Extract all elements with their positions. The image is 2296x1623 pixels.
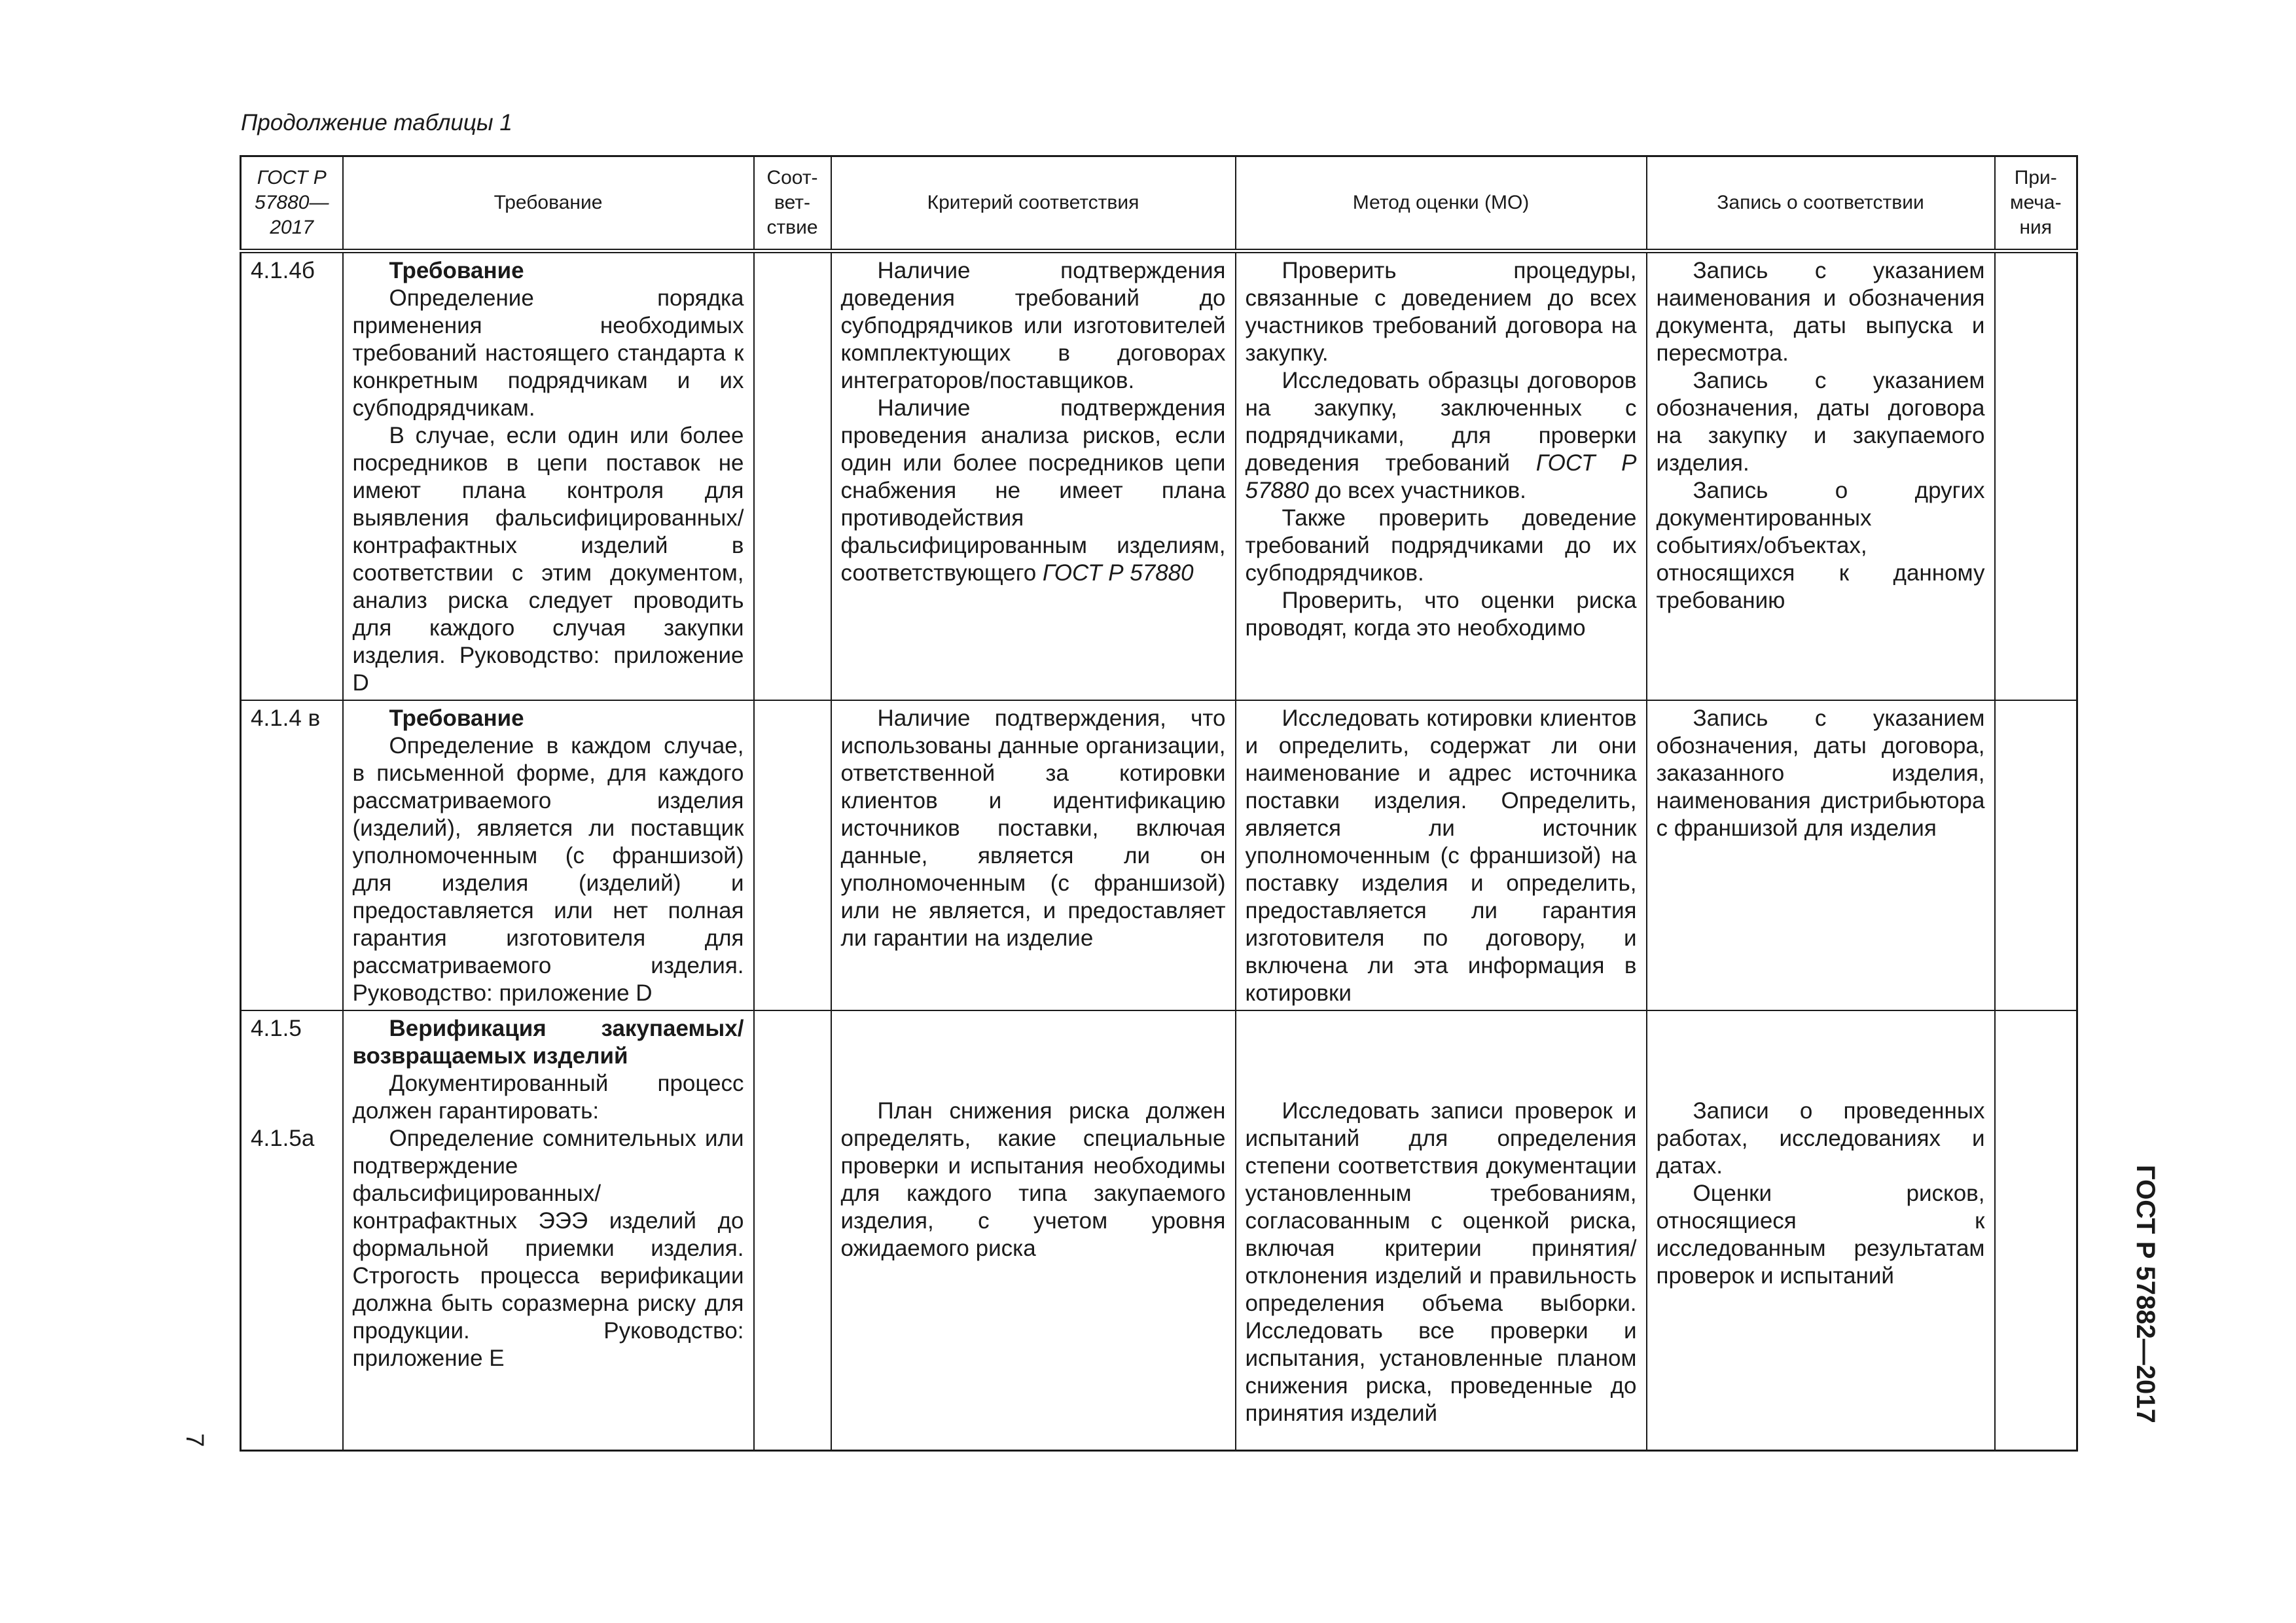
header-notes: При- меча- ния [1995,156,2077,251]
header-criterion: Критерий соответствия [831,156,1236,251]
requirement-cell [343,700,754,1010]
criterion-text: Наличие подтверждения, что использованы данные организации, ответственной за котировки клиентов и идентификацию источников поставки, включая данные, является ли он уполномоченным (с франшизой) или не является, и предоставляет ли гарантии на изделие [840,705,1226,951]
requirement-title: Требование [389,258,524,283]
table-caption: Продолжение таблицы 1 [241,110,512,135]
criterion-text: План снижения риска должен определять, какие специальные проверки и испытания необходимы для каждого типа закупаемого изделия, с учетом уровня ожидаемого риска [840,1098,1226,1261]
requirement-text: В случае, если один или более посредников в цепи поставок не имеют плана контроля для выявления фальсифицированных/контрафактных изделий в соответствии с этим документом, анализ риска следует проводить для каждого случая закупки изделия. Руководство: приложение D [352,423,744,696]
standard-designation: ГОСТ Р 57882—2017 [2131,1165,2160,1423]
clause-number: 4.1.5 [251,1016,302,1041]
header-method: Метод оценки (МО) [1236,156,1647,251]
method-text: Также проверить доведение требований подрядчиками до их субподрядчиков. [1245,505,1637,586]
table-row [241,1010,2077,1450]
notes-cell [1995,1010,2077,1450]
subclause-number: 4.1.5а [251,1126,315,1151]
requirement-title: Верификация закупаемых/возвращаемых изделий [352,1016,744,1069]
method-cell [1236,1010,1647,1450]
criterion-cell [831,1010,1236,1450]
record-text: Запись с указанием наименования и обозначения документа, даты выпуска и пересмотра. [1656,258,1985,366]
record-cell [1647,700,1995,1010]
header-requirement: Требование [343,156,754,251]
record-cell [1647,1010,1995,1450]
record-text: Запись с указанием обозначения, даты договора, заказанного изделия, наименования дистрибьютора с франшизой для изделия [1656,705,1985,841]
clause-number: 4.1.4 в [251,705,321,731]
criterion-text-part: Наличие подтверждения проведения анализа рисков, если один или более посредников цепи снабжения не имеет плана противодействия фальсифицированным изделиям, соответствующего [840,395,1226,586]
conformity-cell [754,251,831,701]
method-text: Исследовать записи проверок и испытаний для определения степени соответствия документации установленным требованиям, согласованным с оценкой риска, включая критерии принятия/отклонения изделий и правильность определения объема выборки. Исследовать все проверки и испытания, установленные планом снижения риска, проведенные до принятия изделий [1245,1098,1637,1426]
header-record: Запись о соответствии [1647,156,1995,251]
method-cell [1236,700,1647,1010]
requirement-title: Требование [389,705,524,731]
standard-reference: ГОСТ Р 57880 [1245,450,1637,503]
criterion-text [841,395,1226,587]
record-cell [1647,251,1995,701]
requirement-cell [343,251,754,701]
method-text [1246,367,1637,505]
criterion-text: Наличие подтверждения доведения требований до субподрядчиков или изготовителей комплектующих в договорах интеграторов/поставщиков. [840,258,1226,393]
requirement-text: Определение порядка применения необходимых требований настоящего стандарта к конкретным подрядчикам и их субподрядчикам. [352,285,744,421]
standard-reference: ГОСТ Р 57880 [1042,560,1194,586]
method-text-part: Исследовать образцы договоров на закупку, заключенных с подрядчиками, для проверки доведения требований [1245,368,1637,476]
record-text: Запись с указанием обозначения, даты договора на закупку и закупаемого изделия. [1656,368,1985,476]
notes-cell [1995,700,2077,1010]
record-text: Оценки рисков, относящиеся к исследованным результатам проверок и испытаний [1656,1181,1985,1289]
table-row [241,700,2077,1010]
clause-cell [241,1010,343,1450]
header-gost: ГОСТ Р 57880—2017 [241,156,343,251]
method-text-part: до всех участников. [1308,478,1526,503]
record-text: Запись о других документированных событиях/объектах, относящихся к данному требованию [1656,478,1985,613]
clause-cell [241,700,343,1010]
requirement-text: Определение сомнительных или подтверждение фальсифицированных/контрафактных ЭЭЭ изделий до формальной приемки изделия. Строгость процесса верификации должна быть соразмерна риску для продукции. Руководство: приложение Е [352,1126,744,1371]
clause-number: 4.1.4б [251,258,315,283]
criterion-cell [831,700,1236,1010]
requirement-text: Документированный процесс должен гарантировать: [352,1071,744,1124]
page-number: 7 [181,1433,208,1448]
clause-cell [241,251,343,701]
conformity-table [240,155,2078,1452]
criterion-cell [831,251,1236,701]
method-text: Проверить процедуры, связанные с доведением до всех участников требований договора на закупку. [1245,258,1637,366]
method-text: Проверить, что оценки риска проводят, когда это необходимо [1245,588,1637,641]
notes-cell [1995,251,2077,701]
header-conformity: Соот- вет- ствие [754,156,831,251]
method-cell [1236,251,1647,701]
table-row [241,251,2077,701]
method-text: Исследовать котировки клиентов и определить, содержат ли они наименование и адрес источника поставки изделия. Определить, является ли источник уполномоченным (с франшизой) на поставку изделия и определить, предоставляется ли гарантия изготовителя по договору, и включена ли эта информация в котировки [1245,705,1637,1006]
header-row [241,156,2077,251]
requirement-cell [343,1010,754,1450]
conformity-cell [754,700,831,1010]
requirement-text: Определение в каждом случае, в письменной форме, для каждого рассматриваемого изделия (изделий), является ли поставщик уполномоченным (с франшизой) для изделия (изделий) и предоставляется или нет полная гарантия изготовителя для рассматриваемого изделия. Руководство: приложение D [352,733,744,1006]
conformity-cell [754,1010,831,1450]
record-text: Записи о проведенных работах, исследованиях и датах. [1656,1098,1985,1179]
